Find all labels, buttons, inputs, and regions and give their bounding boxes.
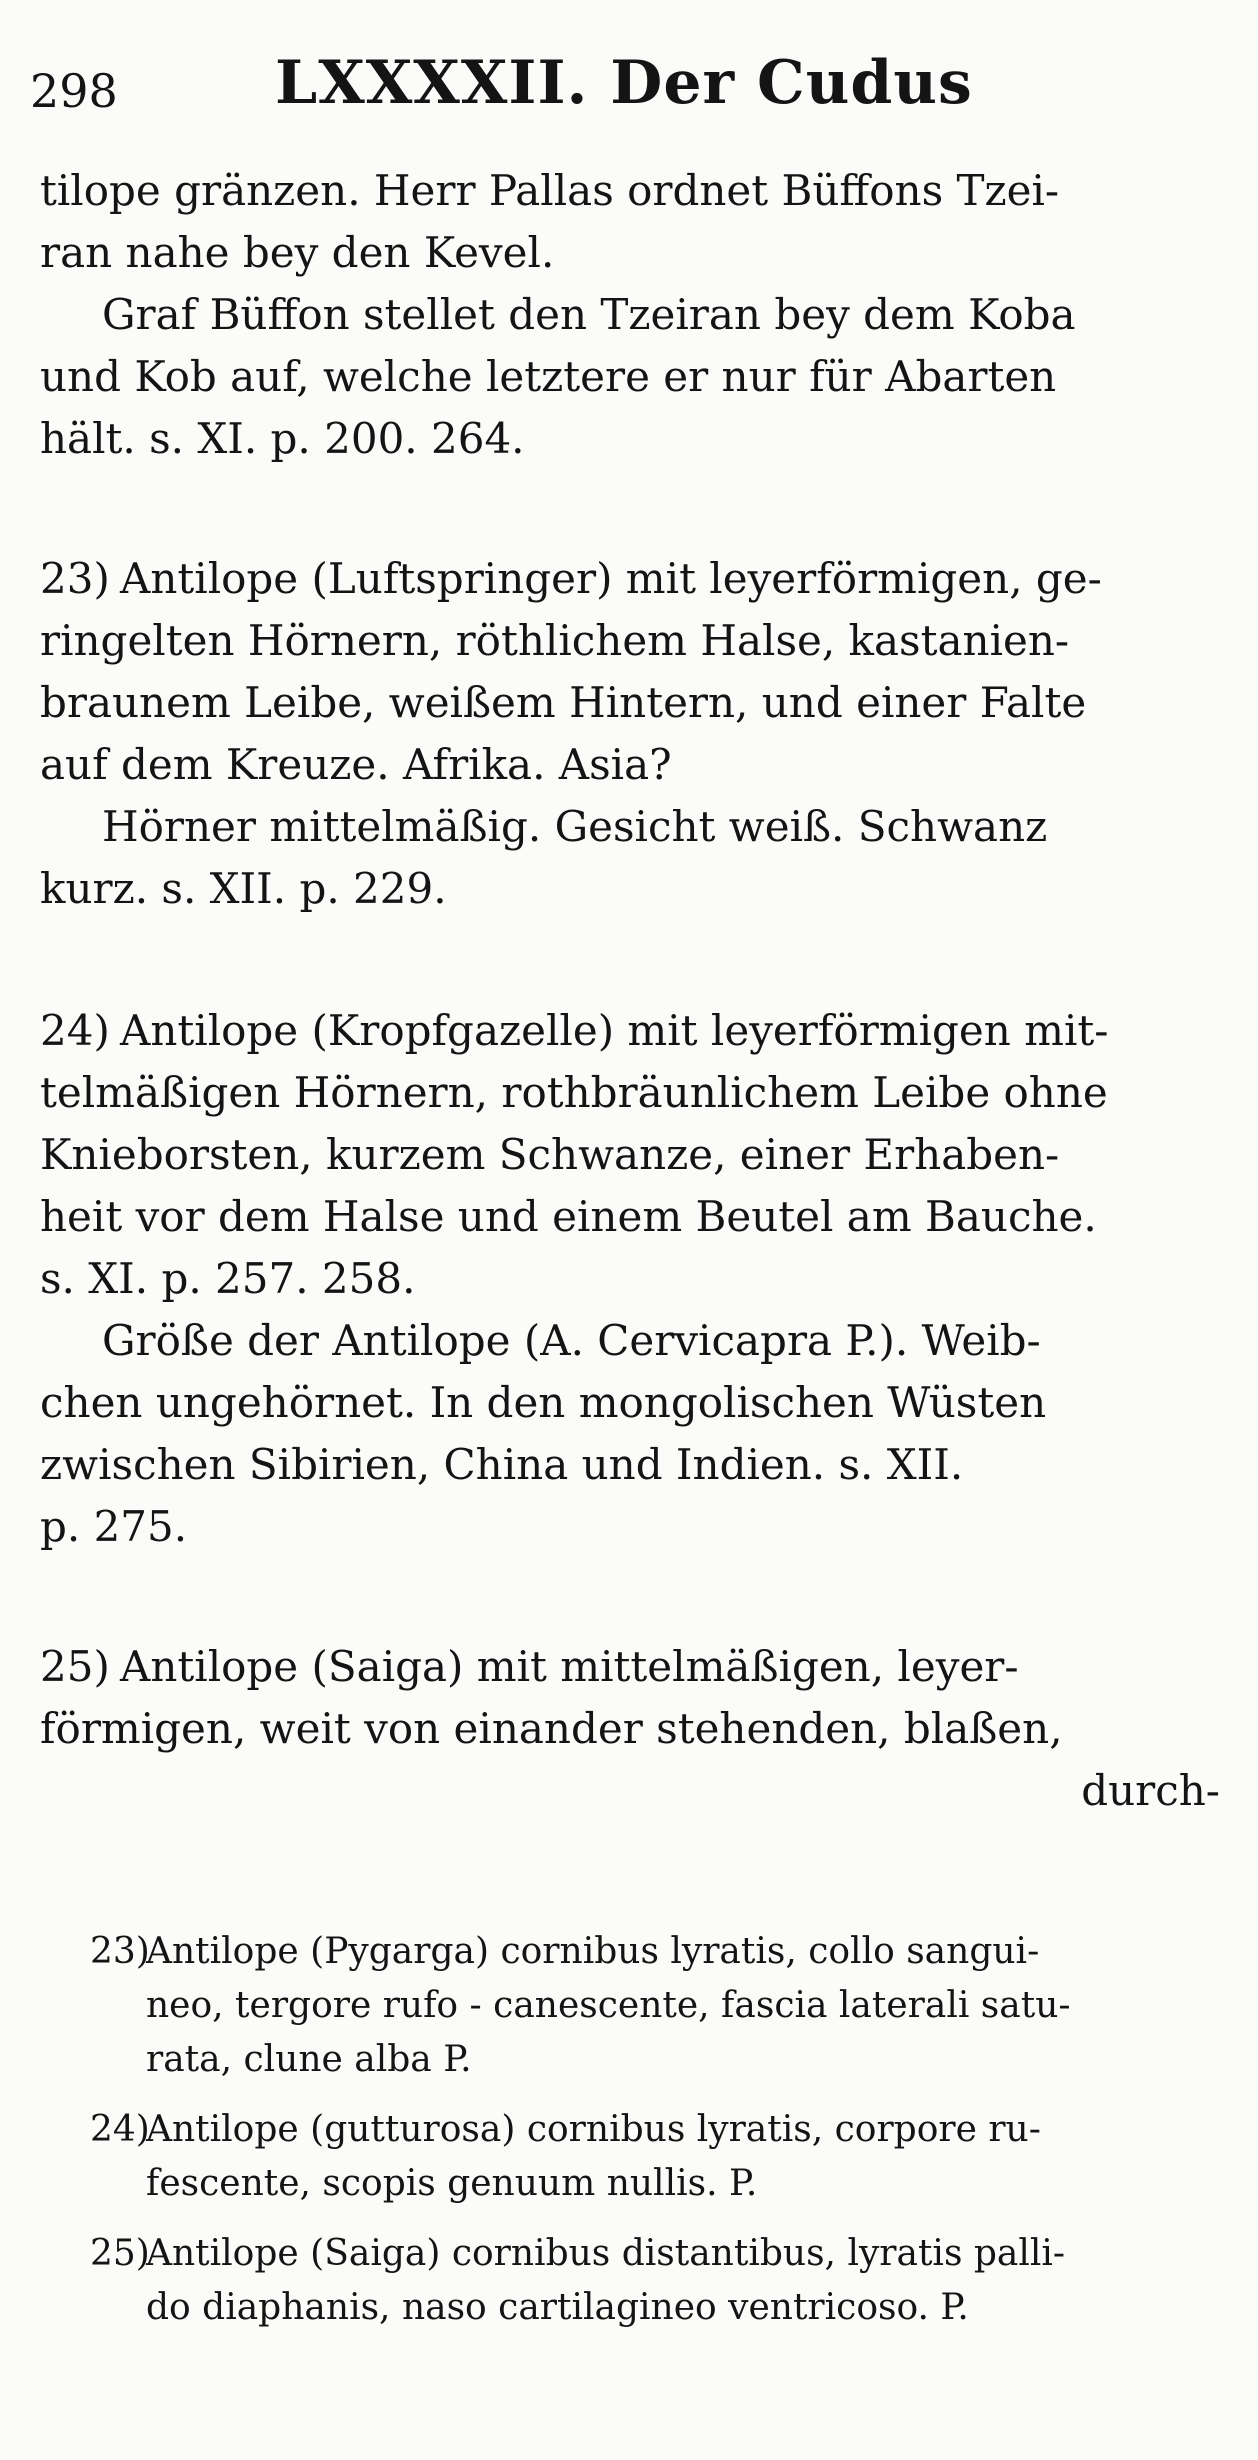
text-line: p. 275. [40, 1502, 188, 1551]
text-line: zwischen Sibirien, China und Indien. s. XII. [40, 1440, 964, 1489]
footnote-line: neo, tergore rufo - canescente, fascia laterali satu- [146, 1985, 1071, 2026]
footnote-24 [90, 2103, 1230, 2157]
text-line: Antilope (Saiga) mit mittelmäßigen, leyer- [120, 1642, 1019, 1691]
footnote-23 [90, 1925, 1230, 1979]
page-header [30, 44, 1230, 124]
text-line: hält. s. XI. p. 200. 264. [40, 414, 525, 463]
text-line: und Kob auf, welche letztere er nur für Abarten [40, 352, 1057, 401]
footnote-number: 23) [90, 1931, 150, 1972]
text-line: ran nahe bey den Kevel. [40, 228, 555, 277]
entry-number: 23) [40, 554, 110, 603]
text-line: auf dem Kreuze. Afrika. Asia? [40, 740, 672, 789]
catchword: durch- [1081, 1766, 1220, 1815]
footnote-number: 24) [90, 2109, 150, 2150]
footnote-line: Antilope (gutturosa) cornibus lyratis, corpore ru- [146, 2109, 1041, 2150]
footnote-line: fescente, scopis genuum nullis. P. [146, 2163, 758, 2204]
text-line: telmäßigen Hörnern, rothbräunlichem Leibe ohne [40, 1068, 1108, 1117]
text-line: heit vor dem Halse und einem Beutel am Bauche. [40, 1192, 1097, 1241]
text-line: Knieborsten, kurzem Schwanze, einer Erhaben- [40, 1130, 1060, 1179]
entry-number: 25) [40, 1642, 110, 1691]
text-line: s. XI. p. 257. 258. [40, 1254, 416, 1303]
entry-24 [40, 1000, 1220, 1062]
entry-number: 24) [40, 1006, 110, 1055]
text-line: kurz. s. XII. p. 229. [40, 864, 447, 913]
entry-23 [40, 548, 1220, 610]
text-line: tilope gränzen. Herr Pallas ordnet Büffons Tzei- [40, 166, 1060, 215]
footnote-line: rata, clune alba P. [146, 2039, 472, 2080]
running-head: LXXXXII. Der Cudus [275, 48, 973, 118]
entry-25 [40, 1636, 1220, 1698]
footnote-25 [90, 2227, 1230, 2281]
text-line: Graf Büffon stellet den Tzeiran bey dem Koba [102, 290, 1076, 339]
text-line: braunem Leibe, weißem Hintern, und einer Falte [40, 678, 1087, 727]
text-line: Antilope (Kropfgazelle) mit leyerförmigen mit- [120, 1006, 1109, 1055]
text-line: ringelten Hörnern, röthlichem Halse, kastanien- [40, 616, 1070, 665]
text-line: chen ungehörnet. In den mongolischen Wüsten [40, 1378, 1047, 1427]
text-line: Größe der Antilope (A. Cervicapra P.). Weib- [102, 1316, 1041, 1365]
footnote-line: do diaphanis, naso cartilagineo ventricoso. P. [146, 2287, 969, 2328]
page-number: 298 [30, 64, 118, 118]
footnote-number: 25) [90, 2233, 150, 2274]
text-line: förmigen, weit von einander stehenden, blaßen, [40, 1704, 1063, 1753]
text-line: Antilope (Luftspringer) mit leyerförmigen, ge- [120, 554, 1102, 603]
footnote-line: Antilope (Pygarga) cornibus lyratis, collo sangui- [146, 1931, 1040, 1972]
text-line: Hörner mittelmäßig. Gesicht weiß. Schwanz [102, 802, 1048, 851]
footnote-line: Antilope (Saiga) cornibus distantibus, lyratis palli- [146, 2233, 1066, 2274]
